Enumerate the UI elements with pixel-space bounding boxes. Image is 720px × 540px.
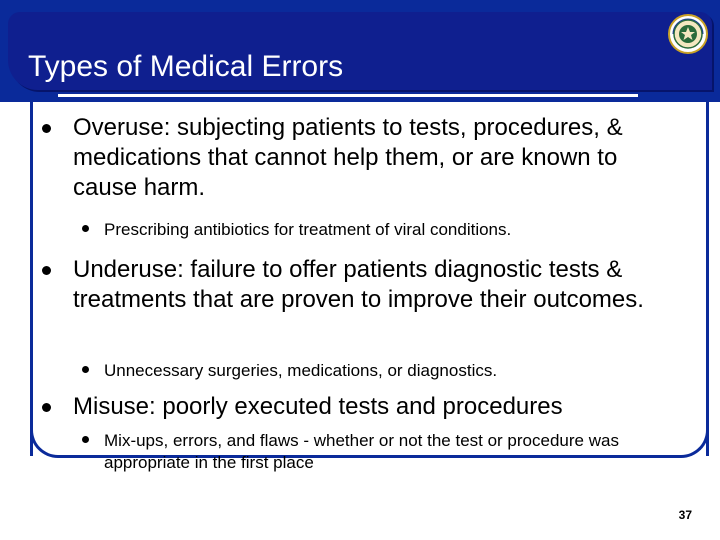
sub-bullet-dot-icon	[82, 436, 89, 443]
bullet-underuse: Underuse: failure to offer patients diagnostic tests & treatments that are proven to improve their outcomes.	[73, 256, 644, 313]
bullet-overuse: Overuse: subjecting patients to tests, procedures, & medications that cannot help them, or are known to cause harm.	[73, 114, 623, 201]
slide-title: Types of Medical Errors	[28, 50, 344, 83]
sub-bullet-misuse: Mix-ups, errors, and flaws - whether or not the test or procedure was appropriate in the first place	[104, 431, 619, 472]
bullet-dot-icon	[42, 266, 51, 275]
bullet-dot-icon	[42, 403, 51, 412]
sub-bullet-underuse: Unnecessary surgeries, medications, or diagnostics.	[104, 361, 498, 380]
sub-bullet-overuse: Prescribing antibiotics for treatment of viral conditions.	[104, 220, 512, 239]
bullet-misuse: Misuse: poorly executed tests and procedures	[73, 393, 563, 420]
page-number: 37	[678, 508, 692, 522]
sub-bullet-dot-icon	[82, 225, 89, 232]
sub-bullet-dot-icon	[82, 366, 89, 373]
bullet-dot-icon	[42, 124, 51, 133]
